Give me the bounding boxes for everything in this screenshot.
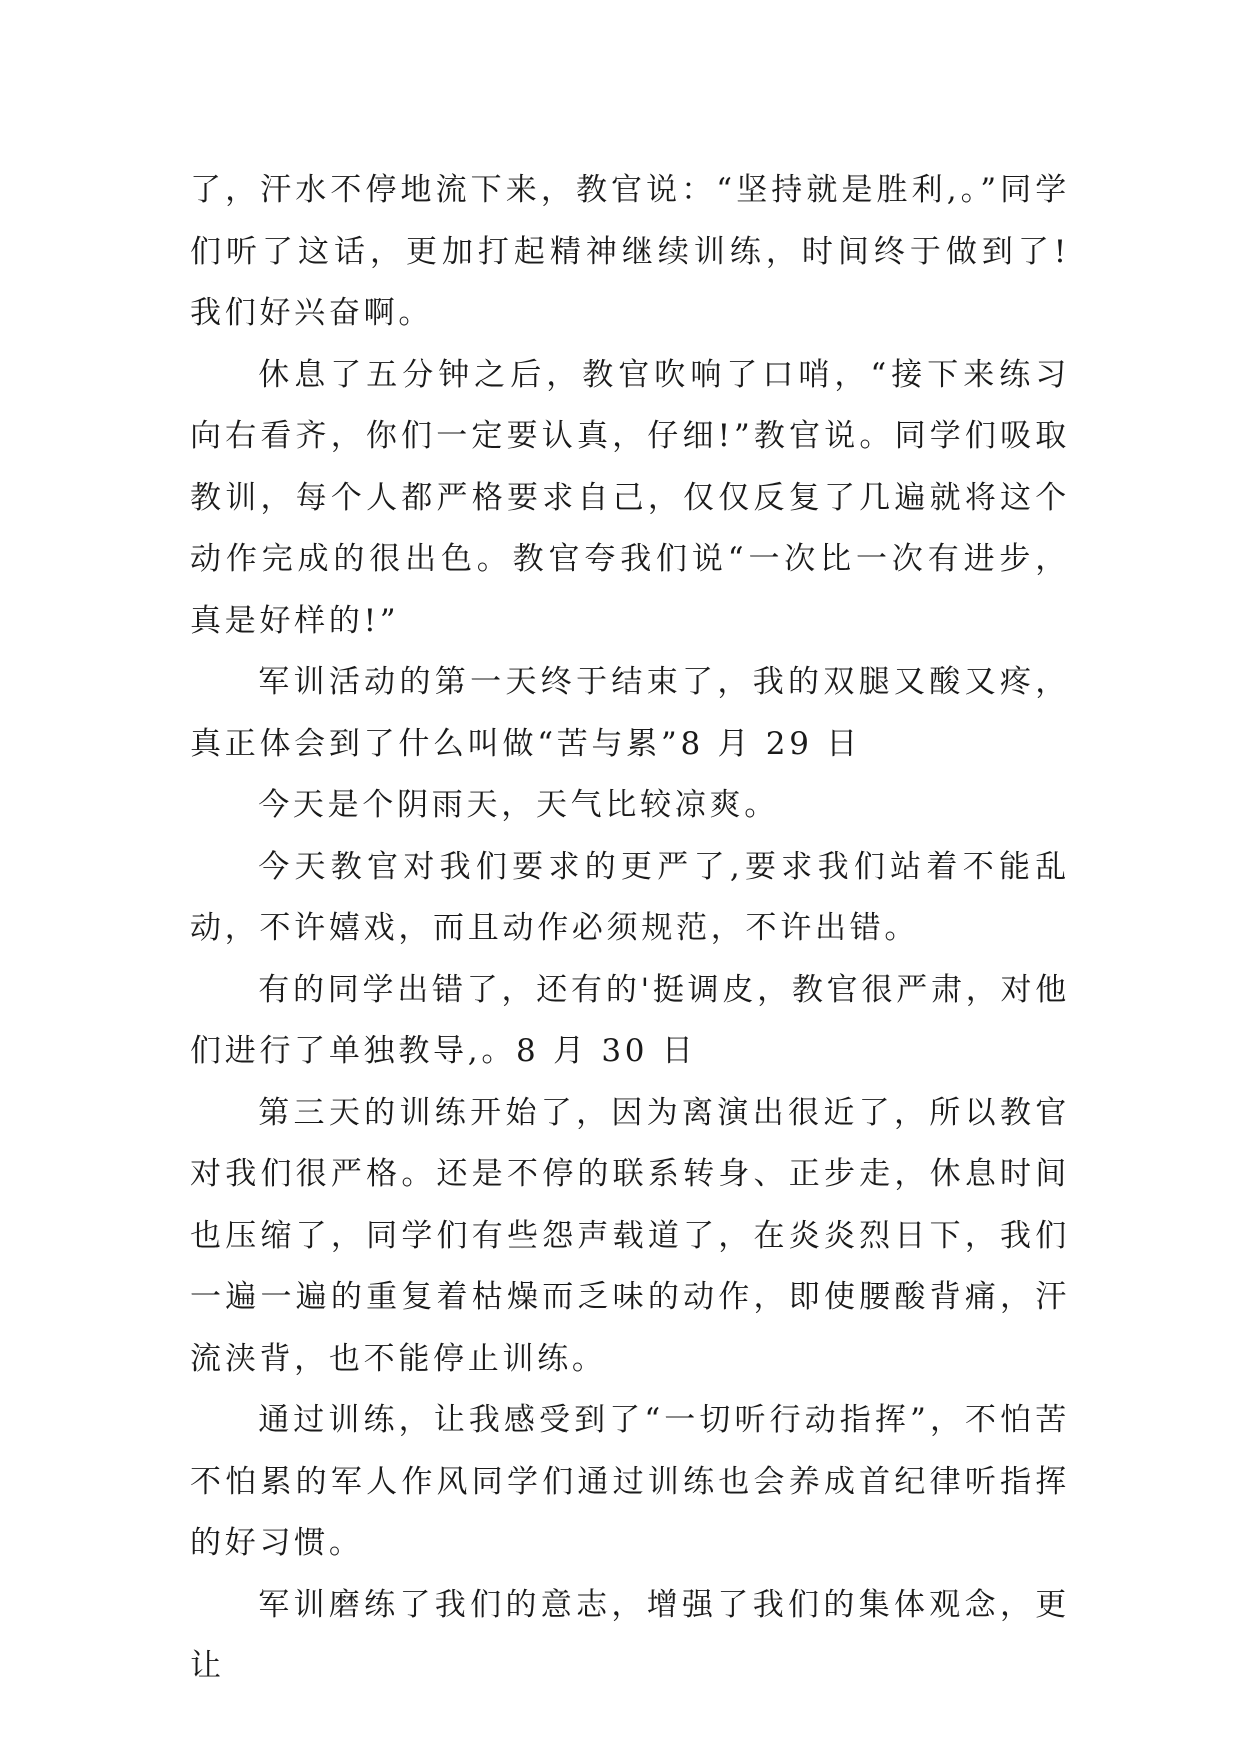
paragraph-7: 第三天的训练开始了，因为离演出很近了，所以教官对我们很严格。还是不停的联系转身、正步走，休息时间也压缩了，同学们有些怨声载道了，在炎炎烈日下，我们一遍一遍的重复着枯燥而乏味的动作，即使腰酸背痛，汗流浃背，也不能停止训练。 bbox=[190, 1094, 1070, 1377]
paragraph-1: 了，汗水不停地流下来，教官说：“坚持就是胜利,。”同学们听了这话，更加打起精神继续训练，时间终于做到了!我们好兴奋啊。 bbox=[190, 172, 1070, 331]
paragraph-3: 军训活动的第一天终于结束了，我的双腿又酸又疼，真正体会到了什么叫做“苦与累”8 月 29 日 bbox=[190, 664, 1070, 762]
body-text bbox=[190, 160, 1070, 1698]
paragraph-8: 通过训练，让我感受到了“一切听行动指挥”，不怕苦不怕累的军人作风同学们通过训练也会养成首纪律听指挥的好习惯。 bbox=[190, 1402, 1070, 1561]
paragraph-2: 休息了五分钟之后，教官吹响了口哨，“接下来练习向右看齐，你们一定要认真，仔细!”教官说。同学们吸取教训，每个人都严格要求自己，仅仅反复了几遍就将这个动作完成的很出色。教官夸我们说“一次比一次有进步，真是好样的!” bbox=[190, 356, 1070, 639]
paragraph-5: 今天教官对我们要求的更严了,要求我们站着不能乱动，不许嬉戏，而且动作必须规范，不许出错。 bbox=[190, 848, 1070, 946]
paragraph-6: 有的同学出错了，还有的'挺调皮，教官很严肃，对他们进行了单独教导,。8 月 30 日 bbox=[190, 971, 1070, 1069]
paragraph-9: 军训磨练了我们的意志，增强了我们的集体观念，更让 bbox=[190, 1586, 1070, 1684]
paragraph-4: 今天是个阴雨天，天气比较凉爽。 bbox=[258, 787, 779, 823]
